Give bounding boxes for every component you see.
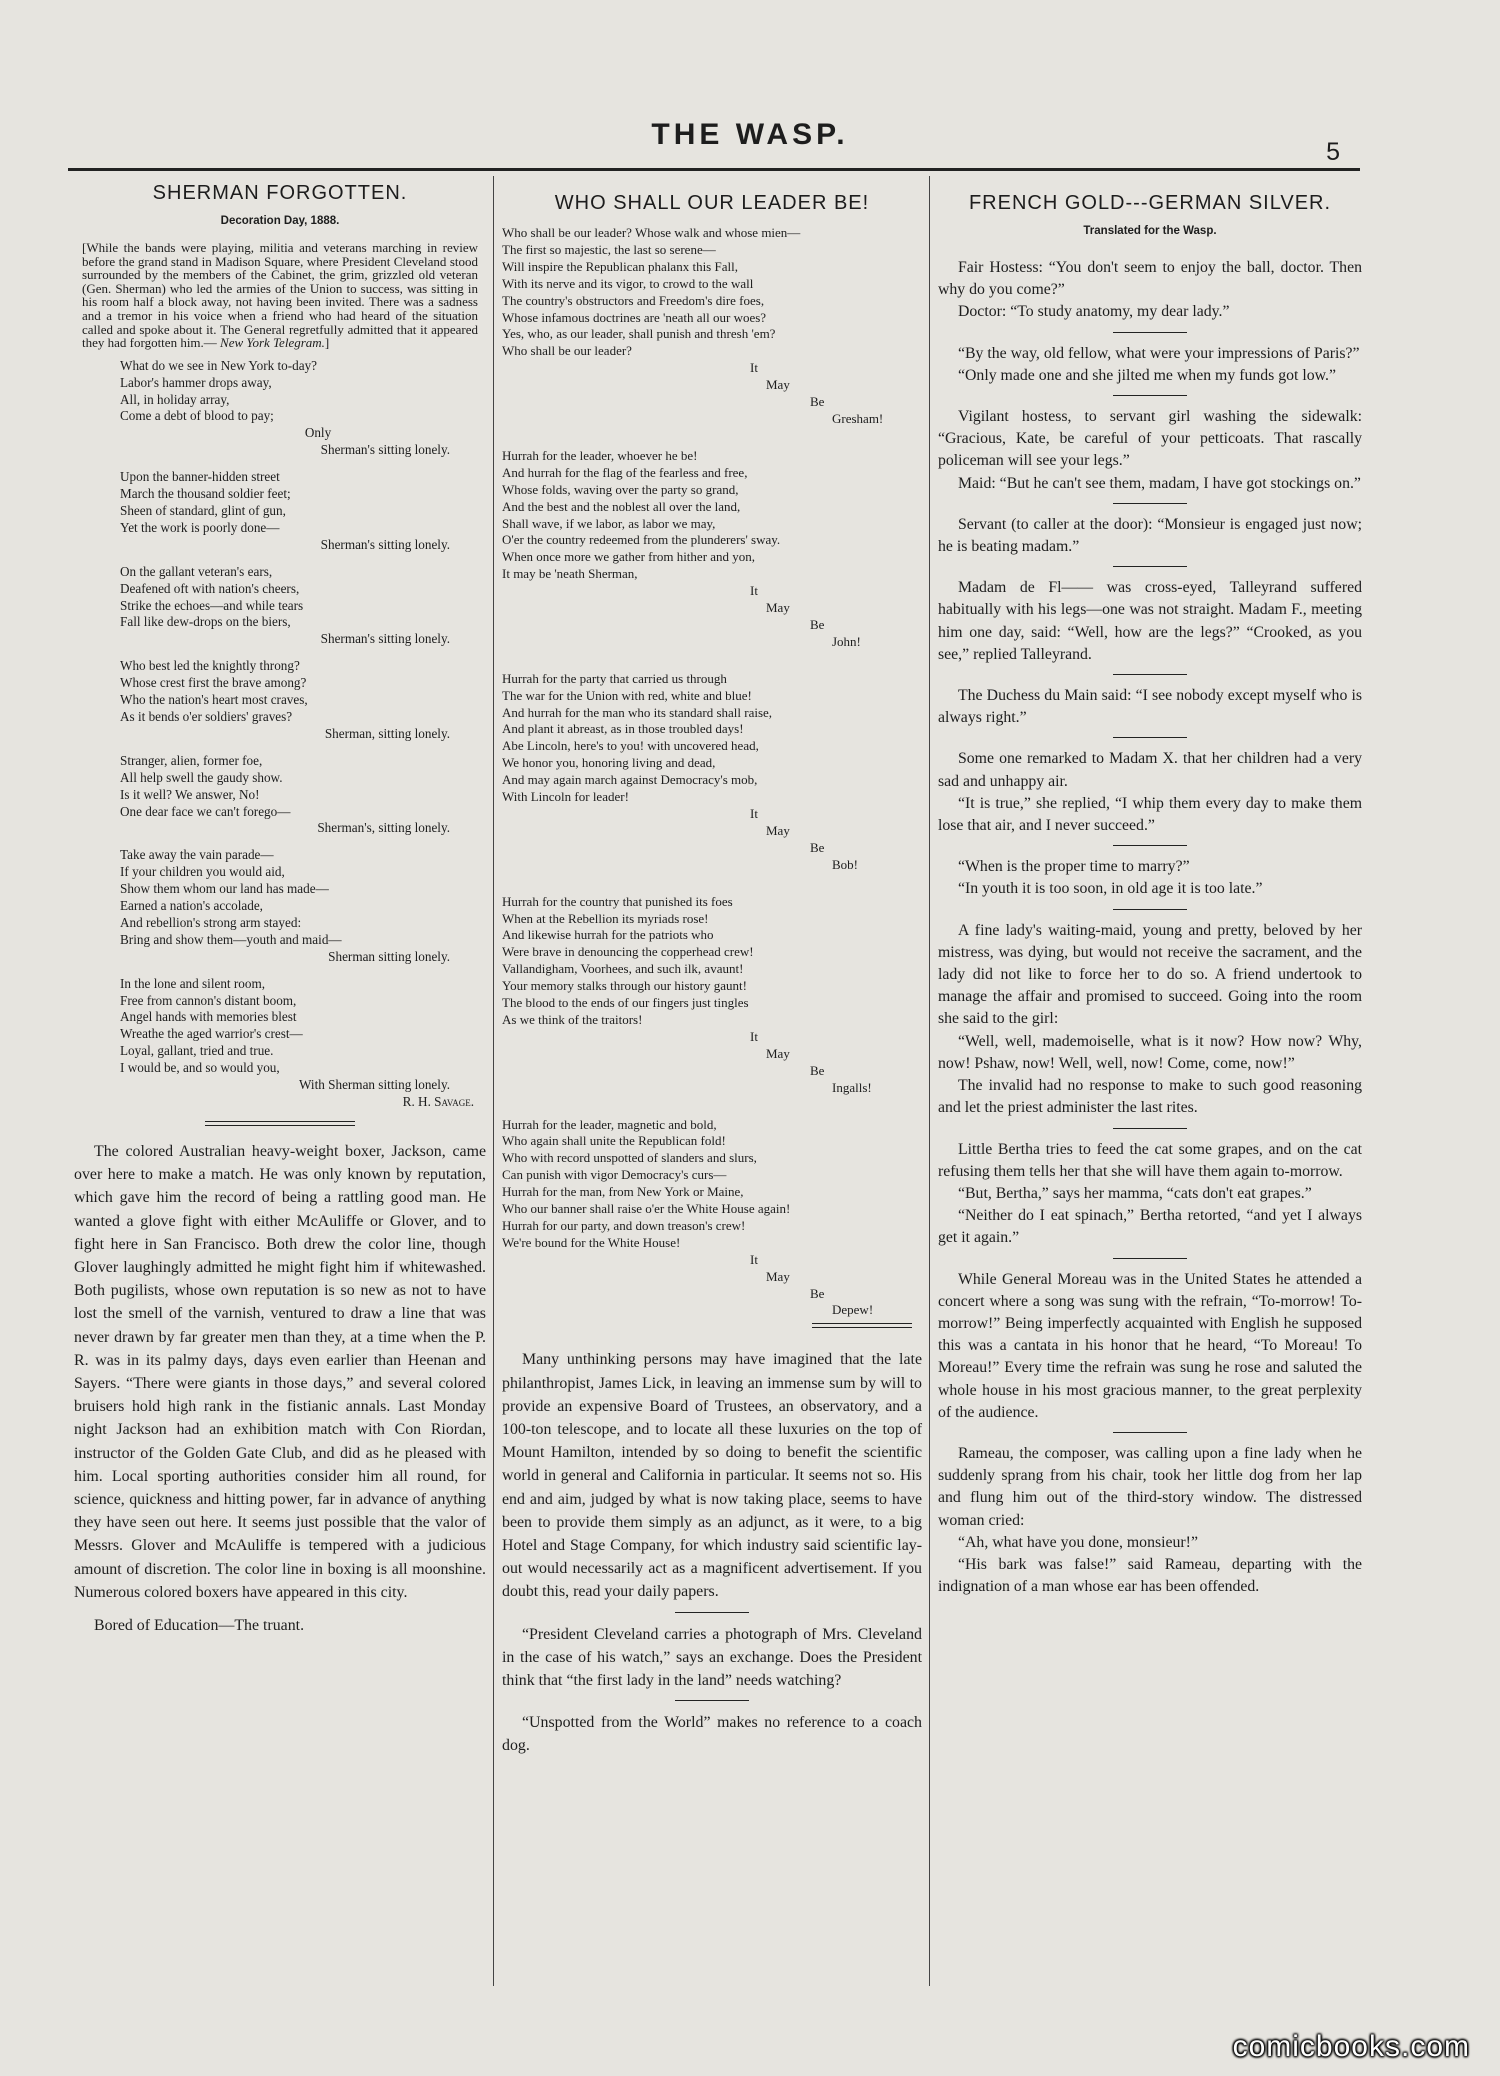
cleveland-article: “President Cleveland carries a photograph of Mrs. Cleveland in the case of his watch,” says an exchange. Does the President think that “the first lady in the land” needs watching? (502, 1625, 922, 1690)
stanza (502, 1117, 922, 1329)
separator (1113, 845, 1187, 846)
coach-dog-quip: “Unspotted from the World” makes no reference to a coach dog. (502, 1714, 922, 1755)
poem-line: In the lone and silent room, (120, 975, 266, 991)
stanza (120, 847, 486, 965)
poem-line: Stranger, alien, former foe, (120, 752, 263, 768)
anecdote (938, 1443, 1362, 1598)
separator (1113, 674, 1187, 675)
anecdote-paragraph: “His bark was false!” said Rameau, departing with the indignation of a man whose ear has been offended. (938, 1555, 1362, 1596)
refrain-line: Sherman sitting lonely. (328, 948, 450, 964)
page-number: 5 (1326, 138, 1340, 166)
header-rule (68, 168, 1360, 171)
anecdote-paragraph: Rameau, the composer, was calling upon a fine lady when he suddenly sprang from his chair, took her little dog from her lap and flung him out of the third-story window. The distressed woman cried: (938, 1444, 1362, 1529)
separator (675, 1612, 749, 1613)
anecdote (938, 920, 1362, 1120)
poem-line: Your memory stalks through our history gaunt! (502, 978, 747, 994)
stanza (502, 894, 922, 1097)
anecdote-paragraph: Fair Hostess: “You don't seem to enjoy the ball, doctor. Then why do you come?” (938, 259, 1362, 299)
poem-line: It may be 'neath Sherman, (502, 566, 638, 582)
poem-line: Angel hands with memories blest (120, 1009, 297, 1025)
poem-line: The war for the Union with red, white and blue! (502, 687, 752, 703)
poem-line: Hurrah for the man, from New York or Maine, (502, 1184, 744, 1200)
poem-line: Yes, who, as our leader, shall punish and thresh 'em? (502, 326, 776, 342)
anecdote-paragraph: While General Moreau was in the United States he attended a concert where a song was sung with the refrain, “To-morrow! To-morrow!” Being imperfectly acquainted with English he supposed this was a cantata in his honor that he heard, “To Moreau! To Moreau!” Every time the refrain was sung he rose and saluted the whole house in his most gracious manner, to the great perplexity of the audience. (938, 1270, 1362, 1421)
separator (1113, 503, 1187, 504)
poem-line: Yet the work is poorly done— (120, 519, 280, 535)
poem-line: As it bends o'er soldiers' graves? (120, 708, 293, 724)
separator (1113, 909, 1187, 910)
poem-line: Whose infamous doctrines are 'neath all our woes? (502, 309, 767, 325)
stanza (120, 358, 486, 459)
poem-line: Who shall be our leader? (502, 343, 632, 359)
poem-line: Who again shall unite the Republican fold! (502, 1133, 726, 1149)
refrain-line: Sherman's sitting lonely. (320, 536, 450, 552)
poem-line: Labor's hammer drops away, (120, 374, 272, 390)
article-title: FRENCH GOLD---GERMAN SILVER. (968, 192, 1332, 214)
refrain-line: Sherman's sitting lonely. (320, 631, 450, 647)
poem-line: On the gallant veteran's ears, (120, 563, 273, 579)
poem-line: Who shall be our leader? Whose walk and whose mien— (502, 225, 801, 240)
anecdote (938, 343, 1362, 387)
stanza (502, 448, 922, 651)
poem-line: All, in holiday array, (120, 391, 230, 407)
refrain-name: Depew! (832, 1302, 874, 1318)
refrain-may: May (766, 600, 790, 616)
anecdote-paragraph: The Duchess du Main said: “I see nobody except myself who is always right.” (938, 687, 1362, 727)
poem-line: Hurrah for the leader, whoever he be! (502, 447, 698, 463)
refrain-be: Be (810, 616, 825, 632)
refrain-it: It (750, 583, 758, 599)
separator (1113, 1128, 1187, 1129)
poem-line: Show them whom our land has made— (120, 881, 329, 897)
refrain-be: Be (810, 839, 825, 855)
refrain-name: Ingalls! (832, 1079, 872, 1095)
poem-line: Sheen of standard, glint of gun, (120, 503, 286, 518)
poem-line: And may again march against Democracy's mob, (502, 772, 758, 788)
poem-line: We honor you, honoring living and dead, (502, 755, 716, 771)
refrain-line: Sherman, sitting lonely. (324, 725, 450, 741)
poem-line: And likewise hurrah for the patriots who (502, 927, 714, 943)
poem-line: Hurrah for the party that carried us through (502, 670, 727, 686)
poem-line: Free from cannon's distant boom, (120, 992, 297, 1008)
anecdote-paragraph: “It is true,” she replied, “I whip them every day to make them lose that air, and I never succeed.” (938, 794, 1362, 835)
anecdote-paragraph: “Only made one and she jilted me when my funds got low.” (958, 366, 1337, 384)
poem-line: Bring and show them—youth and maid— (120, 931, 342, 947)
poem-line: Hurrah for our party, and down treason's crew! (502, 1217, 746, 1233)
poem-line: All help swell the gaudy show. (120, 769, 283, 785)
anecdote (938, 406, 1362, 495)
poem-line: The country's obstructors and Freedom's dire foes, (502, 292, 765, 308)
anecdote-paragraph: “Well, well, mademoiselle, what is it now? How now? Why, now! Pshaw, now! Well, well, now! Come, come, now!” (938, 1032, 1362, 1072)
separator (1113, 395, 1187, 396)
anecdote-paragraph: Servant (to caller at the door): “Monsieur is engaged just now; he is beating madam.” (938, 515, 1362, 556)
anecdote (938, 856, 1362, 900)
refrain-it: It (750, 360, 758, 376)
poem-line: Wreathe the aged warrior's crest— (120, 1026, 303, 1042)
poem (120, 358, 486, 1111)
intro-text: [While the bands were playing, militia and veterans marching in review before the grand stand in Madison Square, where President Cleveland stood surrounded by the members of the Cabinet, the grim, grizzled old veteran (Gen. Sherman) who led the armies of the Union to success, was sitting in his room half a block away, not having been invited. There was a sadness and a tremor in his voice when a friend who had heard of the situation called and spoke about it. The General regretfully admitted that it appeared they had forgotten him.— (82, 240, 478, 351)
stanza (120, 658, 486, 743)
poem-line: As we think of the traitors! (502, 1011, 643, 1027)
anecdote (938, 685, 1362, 729)
poem-line: Deafened oft with nation's cheers, (120, 580, 300, 596)
author-signature: R. H. Savage. (402, 1094, 474, 1109)
poem-line: We're bound for the White House! (502, 1234, 681, 1250)
intro-note (82, 241, 478, 350)
poem-line: I would be, and so would you, (120, 1060, 280, 1076)
boxing-article: The colored Australian heavy-weight boxer, Jackson, came over here to make a match. He was only known by reputation, which gave him the record of being a rattling good man. He wanted a glove fight with either McAuliffe or Glover, and to fight here in San Francisco. Both drew the color line, though Glover laughingly admitted he might fight him if whitewashed. Both pugilists, whose own reputation is so new as not to have lost the smell of the varnish, ventured to draw a line that was never drawn by far greater men than they, at a time when the P. R. was in its palmy days, days even earlier than Heenan and Sayers. “There were giants in those days,” and several colored bruisers hold high rank in the fistianic annals. Last Monday night Jackson had an exhibition match with Con Riordan, instructor of the Golden Gate Club, and did as he pleased with him. Local sporting authorities consider him all round, for science, quickness and hitting power, far in advance of anything they have seen out here. It seems just possible that the valor of Messrs. Glover and McAuliffe is tempered with a judicious amount of discretion. The color line in boxing is all moonshine. Numerous colored boxers have appeared in this city. (74, 1142, 486, 1601)
poem-line: With its nerve and its vigor, to crowd to the wall (502, 275, 754, 291)
anecdote-paragraph: “When is the proper time to marry?” (958, 858, 1190, 876)
refrain-may: May (766, 1268, 790, 1284)
refrain-line: With Sherman sitting lonely. (299, 1077, 450, 1093)
poem-line: Whose folds, waving over the party so grand, (502, 481, 739, 497)
refrain-it: It (750, 1251, 758, 1267)
refrain-be: Be (810, 394, 825, 410)
poem-line: And the best and the noblest all over the land, (502, 498, 741, 514)
poem-line: And hurrah for the flag of the fearless and free, (502, 464, 748, 480)
separator (1113, 1258, 1187, 1259)
refrain-name: Gresham! (832, 410, 884, 426)
anecdote (938, 577, 1362, 666)
poem-line: O'er the country redeemed from the plunderers' sway. (502, 532, 781, 548)
refrain-only: Only (304, 425, 332, 441)
poem-line: Come a debt of blood to pay; (120, 408, 274, 424)
column-rule-2 (929, 176, 930, 1986)
poem-line: Whose crest first the brave among? (120, 675, 307, 691)
anecdote (938, 1139, 1362, 1250)
stanza (120, 469, 486, 554)
poem-line: Who our banner shall raise o'er the White House again! (502, 1201, 791, 1217)
refrain-name: John! (832, 633, 861, 649)
double-rule (812, 1323, 912, 1328)
poem-line: Hurrah for the leader, magnetic and bold, (502, 1116, 717, 1132)
poem-line: March the thousand soldier feet; (120, 486, 291, 502)
refrain-may: May (766, 377, 790, 393)
anecdote-paragraph: “By the way, old fellow, what were your impressions of Paris?” (958, 344, 1360, 362)
anecdote-paragraph: Vigilant hostess, to servant girl washing the sidewalk: “Gracious, Kate, be careful of your petticoats. That rascally policeman will see your legs.” (938, 408, 1362, 470)
stanza (120, 564, 486, 649)
anecdote-paragraph: Little Bertha tries to feed the cat some grapes, and on the cat refusing them tells her that she will have them again to-morrow. (938, 1140, 1362, 1180)
anecdote-paragraph: The invalid had no response to make to such good reasoning and let the priest administer the last rites. (938, 1077, 1362, 1117)
refrain-be: Be (810, 1062, 825, 1078)
poem-line: Can punish with vigor Democracy's curs— (502, 1167, 727, 1183)
separator (1113, 737, 1187, 738)
column-french-gold (938, 178, 1362, 1598)
anecdote (938, 748, 1362, 837)
article-title: WHO SHALL OUR LEADER BE! (554, 192, 870, 214)
anecdote-paragraph: “Ah, what have you done, monsieur!” (958, 1533, 1198, 1551)
poem-line: If your children you would aid, (120, 864, 285, 880)
watermark-logo: comicbooks.com (1232, 2030, 1470, 2063)
anecdote-paragraph: Maid: “But he can't see them, madam, I have got stockings on.” (958, 474, 1361, 492)
article-subtitle: Translated for the Wasp. (1083, 225, 1217, 237)
article-subtitle: Decoration Day, 1888. (220, 215, 340, 227)
intro-source: New York Telegram. (220, 335, 325, 351)
anecdote-paragraph: A fine lady's waiting-maid, young and pretty, beloved by her mistress, was dying, but would not receive the sacrament, and the lady did not like to force her to do so. A friend undertook to manage the affair and promised to succeed. Going into the room she said to the girl: (938, 921, 1362, 1028)
poem-line: Vallandigham, Voorhees, and such ilk, avaunt! (502, 961, 744, 977)
anecdote-paragraph: “But, Bertha,” says her mamma, “cats don't eat grapes.” (958, 1184, 1312, 1202)
anecdote-list (938, 257, 1362, 1598)
anecdote-paragraph: Madam de Fl—— was cross-eyed, Talleyrand suffered habitually with his legs—one was not straight. Madam F., meeting him one day, said: “Well, how are the legs?” “Crooked, as you see,” replied Talleyrand. (938, 579, 1362, 663)
stanza (120, 753, 486, 838)
poem-line: When at the Rebellion its myriads rose! (502, 910, 709, 926)
anecdote (938, 257, 1362, 324)
anecdote (938, 514, 1362, 558)
refrain-may: May (766, 822, 790, 838)
poem-line: And hurrah for the man who its standard shall raise, (502, 704, 773, 720)
intro-end: ] (324, 335, 330, 351)
poem-line: Will inspire the Republican phalanx this Fall, (502, 258, 738, 274)
anecdote-paragraph: “In youth it is too soon, in old age it is too late.” (958, 880, 1263, 898)
separator (1113, 1432, 1187, 1433)
poem-line: One dear face we can't forego— (120, 803, 291, 819)
column-sherman (74, 178, 486, 1637)
poem-line: Upon the banner-hidden street (120, 469, 280, 485)
separator (1113, 566, 1187, 567)
footer-quip: Bored of Education—The truant. (94, 1616, 305, 1634)
article-title: SHERMAN FORGOTTEN. (152, 182, 408, 204)
poem-line: Take away the vain parade— (120, 847, 274, 863)
column-rule-1 (493, 176, 494, 1986)
poem-line: Strike the echoes—and while tears (120, 597, 304, 613)
poem-line: Fall like dew-drops on the biers, (120, 614, 291, 630)
poem-line: Loyal, gallant, tried and true. (120, 1043, 274, 1059)
refrain-it: It (750, 806, 758, 821)
anecdote-paragraph: Some one remarked to Madam X. that her children had a very sad and unhappy air. (938, 750, 1362, 790)
poem-line: Earned a nation's accolade, (120, 898, 263, 914)
refrain-line: Sherman's sitting lonely. (320, 442, 450, 458)
poem-line: The blood to the ends of our fingers just tingles (502, 995, 749, 1011)
poem-line: Hurrah for the country that punished its foes (502, 893, 733, 909)
masthead-title: THE WASP. (651, 118, 849, 151)
refrain-line: Sherman's, sitting lonely. (317, 820, 450, 836)
separator (675, 1700, 749, 1701)
poem (502, 225, 922, 1328)
poem-line: And rebellion's strong arm stayed: (120, 914, 302, 930)
refrain-name: Bob! (832, 856, 858, 872)
stanza (502, 225, 922, 428)
poem-line: The first so majestic, the last so serene— (502, 241, 716, 257)
poem-line: Who the nation's heart most craves, (120, 692, 308, 708)
poem-line: Abe Lincoln, here's to you! with uncovered head, (502, 738, 759, 754)
double-rule (205, 1121, 355, 1126)
poem-line: Who best led the knightly throng? (120, 658, 300, 674)
poem-line: And plant it abreast, as in those troubled days! (502, 721, 744, 737)
stanza (502, 671, 922, 874)
refrain-be: Be (810, 1285, 825, 1301)
refrain-it: It (750, 1028, 758, 1044)
poem-line: What do we see in New York to-day? (120, 357, 318, 373)
separator (1113, 332, 1187, 333)
poem-line: Is it well? We answer, No! (120, 786, 260, 802)
poem-line: Were brave in denouncing the copperhead crew! (502, 944, 754, 960)
anecdote-paragraph: “Neither do I eat spinach,” Bertha retorted, “and yet I always get it again.” (938, 1207, 1362, 1247)
refrain-may: May (766, 1045, 790, 1061)
poem-line: Who with record unspotted of slanders and slurs, (502, 1150, 757, 1166)
lick-article: Many unthinking persons may have imagined that the late philanthropist, James Lick, in leaving an immense sum by will to provide an expensive Board of Trustees, an observatory, and a 100-ton telescope, and to locate all these luxuries on the top of Mount Hamilton, intended by so doing to benefit the scientific world in general and California in particular. It seems not so. His end and aim, judged by what is now taking place, seems to have been to provide them simply as an adjunct, as it were, to a big Hotel and Stage Company, for which industry said scientific lay-out would necessarily act as a magnificent advertisement. If you doubt this, read your daily papers. (502, 1351, 922, 1601)
anecdote (938, 1269, 1362, 1424)
anecdote-paragraph: Doctor: “To study anatomy, my dear lady.” (958, 303, 1230, 321)
column-leader (502, 178, 922, 1758)
poem-line: Shall wave, if we labor, as labor we may, (502, 515, 716, 531)
poem-line: When once more we gather from hither and yon, (502, 549, 756, 565)
stanza (120, 976, 486, 1111)
poem-line: With Lincoln for leader! (502, 789, 629, 805)
